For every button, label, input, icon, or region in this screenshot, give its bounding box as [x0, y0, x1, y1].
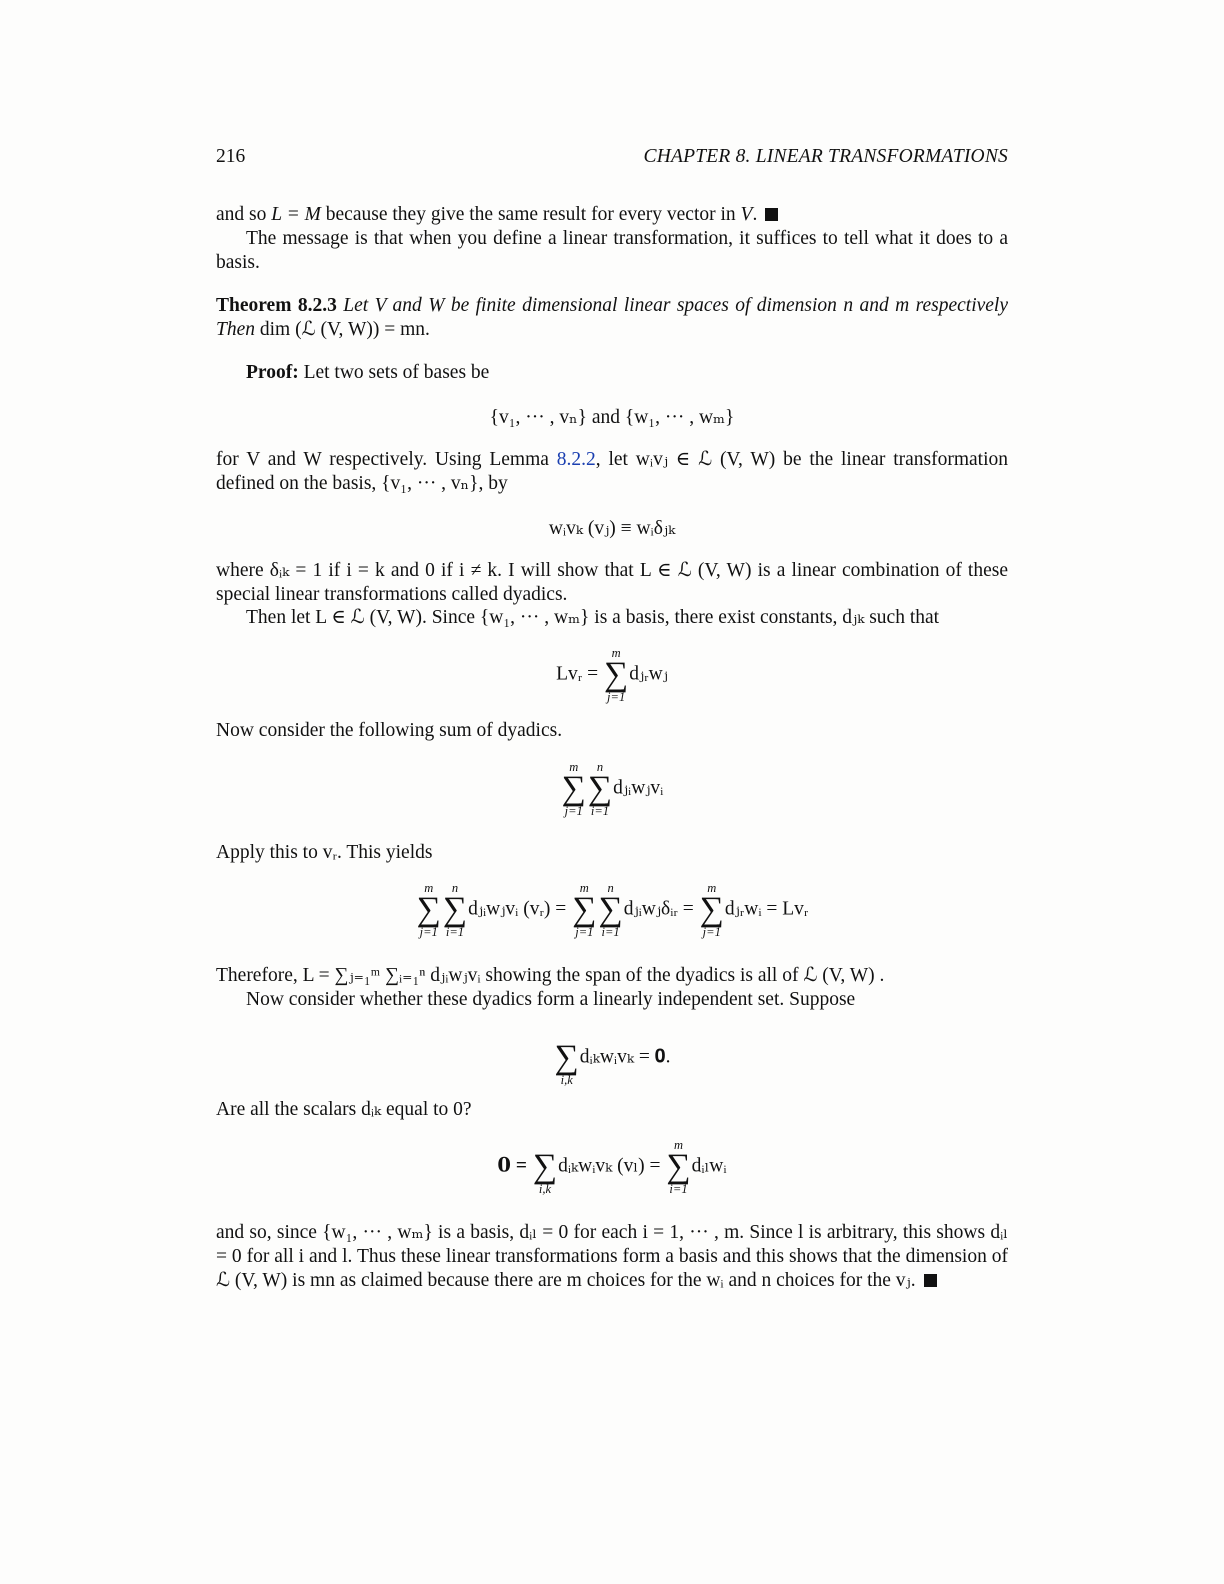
- sum-symbol: m ∑ j=1: [604, 646, 629, 704]
- running-head: CHAPTER 8. LINEAR TRANSFORMATIONS: [643, 146, 1008, 167]
- theorem-8-2-3: [216, 294, 1008, 342]
- paragraph-message: The message is that when you define a linear transformation, it suffices to tell what it does to a basis.: [216, 228, 1008, 273]
- paragraph-independence: Now consider whether these dyadics form a linearly independent set. Suppose: [246, 989, 856, 1010]
- sum-symbol: m ∑ j=1: [416, 881, 441, 939]
- paragraph-kronecker: where δᵢₖ = 1 if i = k and 0 if i ≠ k. I will show that L ∈ ℒ (V, W) is a linear combination of these special linear transformations called dyadics.: [216, 560, 1008, 605]
- sum-symbol: m ∑ j=1: [699, 881, 724, 939]
- paragraph-final: and so, since {w₁, ··· , wₘ} is a basis, dᵢₗ = 0 for each i = 1, ··· , m. Since l is arbitrary, this shows dᵢₗ = 0 for all i and l. Thus these linear transformations form a basis and this shows that the dimension of ℒ (V, W) is mn as claimed because there are m choices for the wᵢ and n choices for the vⱼ.: [216, 1222, 1008, 1291]
- sum-symbol: n ∑ i=1: [442, 881, 468, 939]
- paragraph-lemma: for V and W respectively. Using Lemma 8.2.2, let wᵢvⱼ ∈ ℒ (V, W) be the linear transformation defined on the basis, {v₁, ··· , vₙ}, by: [216, 449, 1009, 494]
- equation-dyadic-definition: wᵢvₖ (vⱼ) ≡ wᵢδⱼₖ: [548, 518, 676, 539]
- paragraph-constants: Then let L ∈ ℒ (V, W). Since {w₁, ··· , wₘ} is a basis, there exist constants, dⱼₖ such that: [246, 607, 940, 628]
- proof-intro: Proof: Let two sets of bases be: [246, 362, 490, 383]
- lemma-link[interactable]: 8.2.2: [556, 449, 596, 470]
- paragraph-scalars-question: Are all the scalars dᵢₖ equal to 0?: [216, 1099, 472, 1120]
- paragraph-apply: Apply this to vᵣ. This yields: [216, 842, 433, 863]
- theorem-label: Theorem 8.2.3: [216, 295, 337, 316]
- equation-zero: 𝟎 = ∑ i,k dᵢₖwᵢvₖ (vₗ) = m ∑ i=1 dᵢₗwᵢ: [497, 1138, 727, 1196]
- sum-symbol: n ∑ i=1: [587, 760, 613, 818]
- sum-symbol: n ∑ i=1: [598, 881, 623, 939]
- qed-square-icon: [924, 1274, 937, 1287]
- equation-bases: {v₁, ··· , vₙ} and {w₁, ··· , wₘ}: [489, 407, 735, 428]
- theorem-dim: dim (ℒ (V, W)) = mn.: [259, 319, 430, 340]
- sum-symbol: ∑ i,k: [532, 1148, 558, 1196]
- equation-apply: m ∑ j=1 n ∑ i=1 dⱼᵢwⱼvᵢ (vᵣ) = m ∑ j=1 n ∑ i=1 dⱼᵢwⱼδᵢᵣ = m ∑ j=1 dⱼᵣwᵢ = Lvᵣ: [416, 881, 809, 939]
- equation-dyadic-sum: m ∑ j=1 n ∑ i=1 dⱼᵢwⱼvᵢ: [561, 760, 664, 818]
- equation-lvr: Lvᵣ = m ∑ j=1 dⱼᵣwⱼ: [556, 646, 668, 704]
- page-number: 216: [216, 146, 246, 167]
- equation-independence: ∑ i,k dᵢₖwᵢvₖ = 𝟎.: [216, 1029, 1008, 1087]
- sum-symbol: ∑ i,k: [554, 1039, 579, 1087]
- theorem-statement: Let V and W be finite dimensional linear spaces of dimension n and m respectively Then: [216, 295, 1008, 340]
- paragraph-conclusion: and so L = M because they give the same result for every vector in V.: [216, 203, 1008, 227]
- paragraph-sum-of-dyadics: Now consider the following sum of dyadics.: [216, 720, 563, 741]
- qed-square-icon: [765, 208, 778, 221]
- paragraph-therefore: Therefore, L = ∑ⱼ₌₁ᵐ ∑ᵢ₌₁ⁿ dⱼᵢwⱼvᵢ showing the span of the dyadics is all of ℒ (V, W) .: [216, 965, 885, 986]
- sum-symbol: m ∑ j=1: [561, 760, 586, 818]
- proof-label: Proof:: [246, 362, 299, 383]
- page-header: [216, 146, 1008, 174]
- sum-symbol: m ∑ j=1: [572, 881, 597, 939]
- sum-symbol: m ∑ i=1: [666, 1138, 691, 1196]
